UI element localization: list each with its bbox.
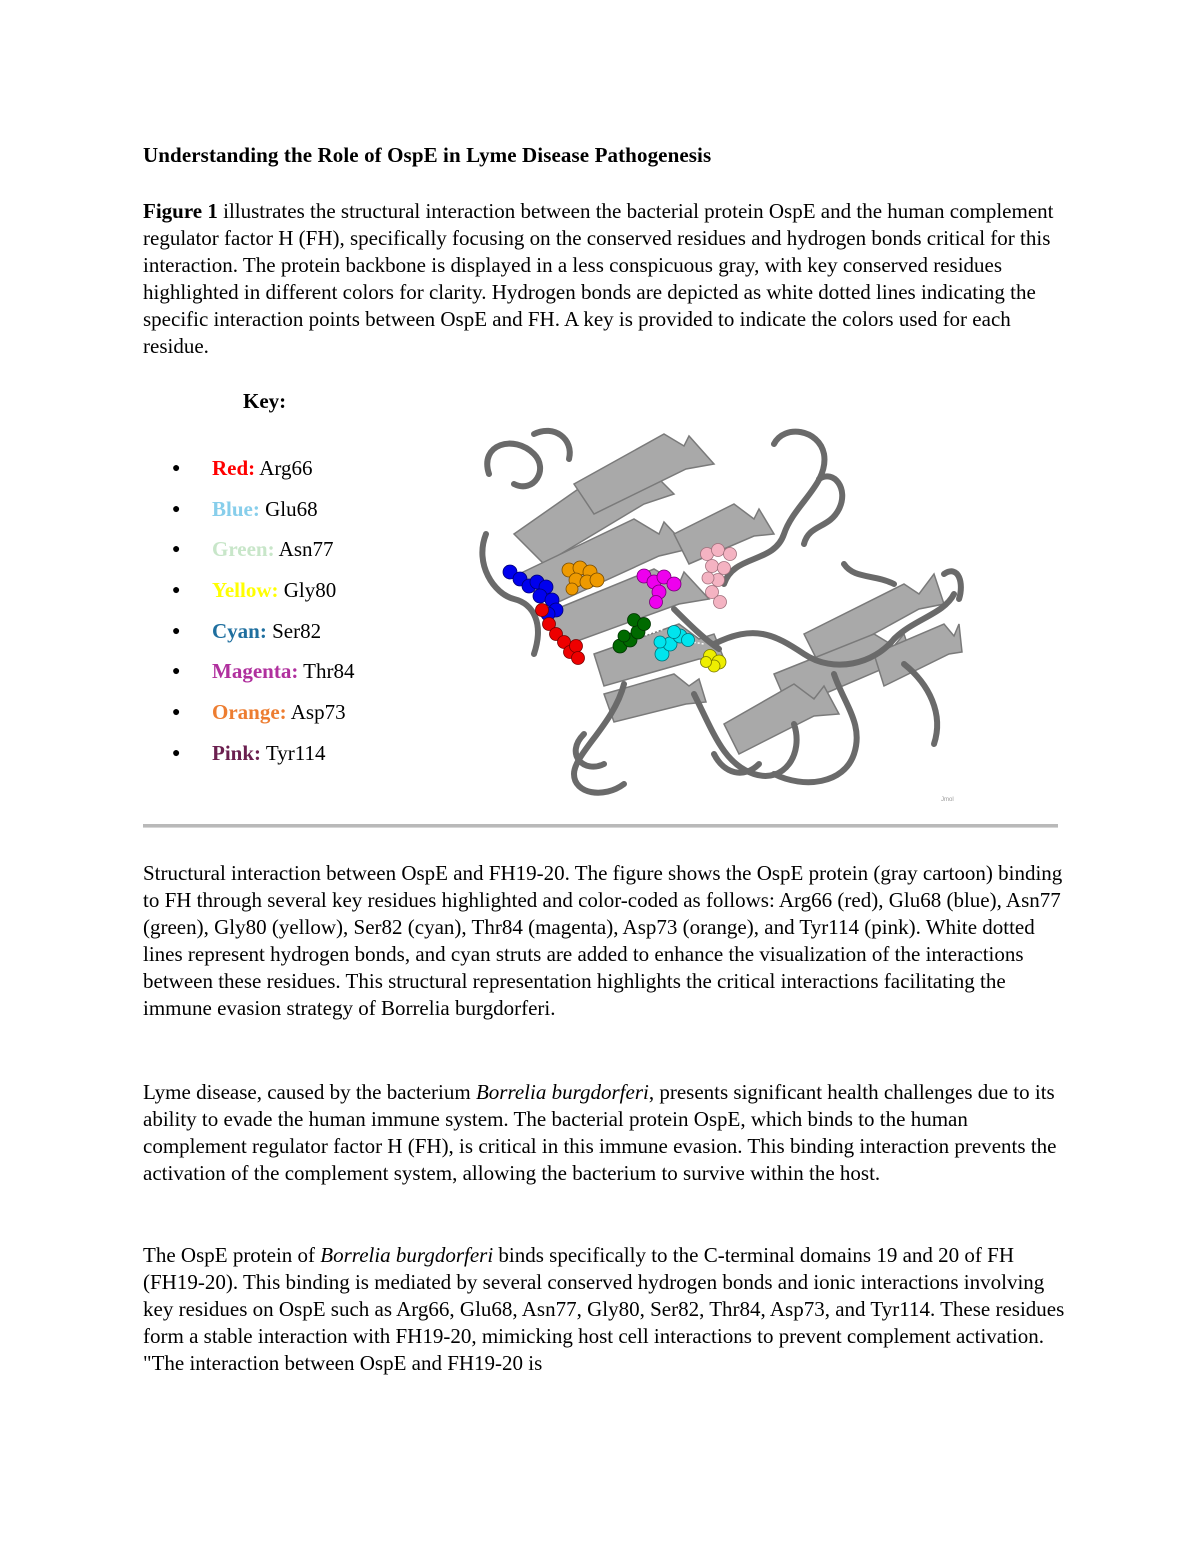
figure-caption: Structural interaction between OspE and FH19-20. The figure shows the OspE protein (gray cartoon) binding to FH through several key residues highlighted and color-coded as follows: Arg66 (red), Glu68 (blue), Asn77 (green), Gly80 (yellow), Ser82 (cyan), Thr84 (magenta), Asp73 (orange), and Tyr114 (pink). White dotted lines represent hydrogen bonds, and cyan struts are added to enhance the visualization of the interactions between these residues. This structural representation highlights the critical interactions facilitating the immune evasion strategy of Borrelia burgdorferi.	[143, 861, 1063, 1020]
lyme-paragraph	[143, 1079, 1073, 1187]
key-color-label: Pink:	[212, 740, 262, 765]
document-title: Understanding the Role of OspE in Lyme Disease Pathogenesis	[143, 143, 712, 167]
protein-structure-figure	[474, 424, 964, 808]
key-color-label: Orange:	[212, 700, 287, 725]
key-color-label: Magenta:	[212, 659, 299, 684]
key-item-ser82	[172, 618, 355, 659]
beta-sheet-ribbons	[514, 434, 962, 754]
key-color-label: Cyan:	[212, 618, 267, 643]
key-residue: Arg66	[255, 456, 313, 480]
key-item-gly80	[172, 577, 355, 618]
key-residue: Asn77	[274, 537, 334, 562]
protein-structure-image	[474, 424, 964, 808]
bullet-icon: ●	[172, 705, 181, 721]
key-residue: Thr84	[298, 659, 355, 684]
ospe-text-1: The OspE protein of	[143, 1243, 321, 1267]
key-item-glu68	[172, 496, 355, 537]
key-residue: Asp73	[286, 700, 346, 725]
key-residue: Ser82	[266, 618, 322, 643]
key-residue: Tyr114	[261, 740, 326, 765]
key-title: Key:	[243, 389, 287, 413]
bullet-icon: ●	[172, 745, 181, 761]
key-item-asn77	[172, 536, 355, 577]
key-item-arg66	[172, 455, 355, 496]
key-item-tyr114	[172, 740, 355, 781]
bullet-icon: ●	[172, 623, 181, 639]
jmol-watermark: Jmol	[941, 797, 954, 803]
key-color-label: Yellow:	[212, 578, 279, 603]
bullet-icon: ●	[172, 664, 181, 680]
bullet-icon: ●	[172, 542, 181, 558]
ospe-text-2: binds specifically to the C-terminal domains 19 and 20 of FH (FH19-20). This binding is mediated by several conserved hydrogen bonds and ionic interactions involving key residues on OspE such as Arg66, Glu68, Asn77, Gly80, Ser82, Thr84, Asp73, and Tyr114. These residues form a stable interaction with FH19-20, mimicking host cell interactions to prevent complement activation. "The interaction between OspE and FH19-20 is	[143, 1243, 1065, 1375]
intro-paragraph	[143, 198, 1073, 360]
bullet-icon: ●	[172, 501, 181, 517]
key-color-label: Red:	[212, 456, 256, 480]
intro-text: illustrates the structural interaction between the bacterial protein OspE and the human complement regulator factor H (FH), specifically focusing on the conserved residues and hydrogen bonds critical for this interaction. The protein backbone is displayed in a less conspicuous gray, with key conserved residues highlighted in different colors for clarity. Hydrogen bonds are depicted as white dotted lines indicating the specific interaction points between OspE and FH. A key is provided to indicate the colors used for each residue.	[143, 199, 1054, 358]
lyme-text-2: , presents significant health challenges due to its ability to evade the human immune system. The bacterial protein OspE, which binds to the human complement regulator factor H (FH), is critical in this immune evasion. This binding interaction prevents the activation of the complement system, allowing the bacterium to survive within the host.	[143, 1080, 1057, 1185]
figure-label: Figure 1	[143, 199, 218, 223]
horizontal-divider	[143, 824, 1058, 828]
key-item-asp73	[172, 699, 355, 740]
bullet-icon: ●	[172, 583, 181, 599]
bullet-icon: ●	[172, 461, 181, 476]
ospe-paragraph	[143, 1242, 1073, 1377]
key-residue: Glu68	[259, 496, 318, 521]
key-color-label: Blue:	[212, 496, 260, 521]
species-name: Borrelia burgdorferi	[475, 1080, 649, 1104]
key-list	[172, 455, 355, 781]
species-name: Borrelia burgdorferi	[320, 1243, 494, 1267]
lyme-text-1: Lyme disease, caused by the bacterium	[143, 1080, 476, 1104]
key-residue: Gly80	[278, 578, 337, 603]
key-item-thr84	[172, 658, 355, 699]
key-color-label: Green:	[212, 537, 275, 562]
